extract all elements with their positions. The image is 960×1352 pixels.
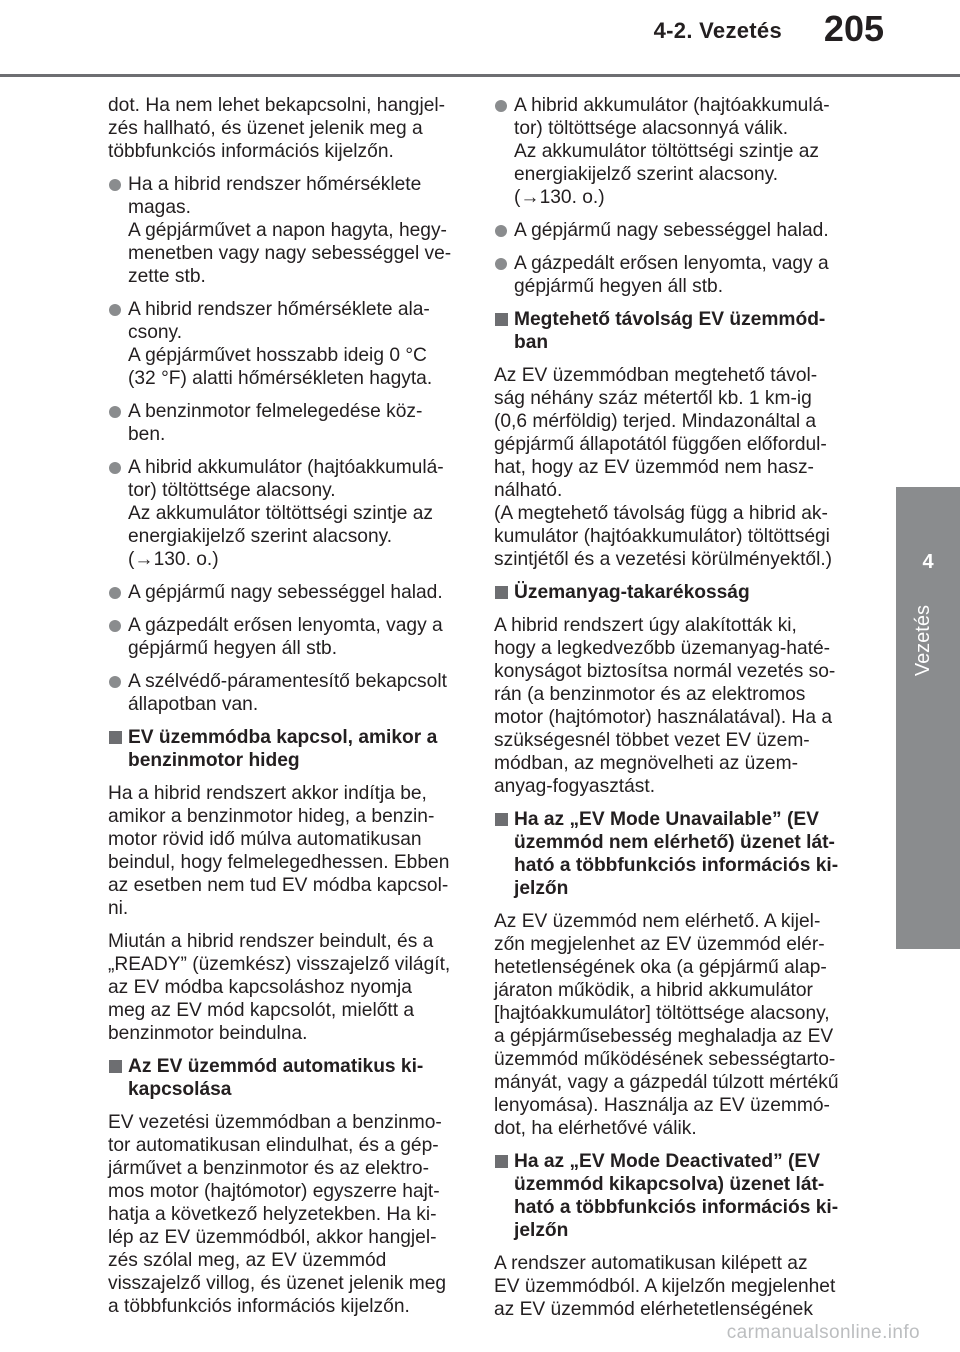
right-column <box>494 94 850 1331</box>
heading-text: Az EV üzemmód automatikus ki- kapcsolása <box>128 1056 424 1100</box>
bullet-item <box>108 614 464 660</box>
paragraph: A hibrid rendszert úgy alakították ki, hogy a legkedvezőbb üzemanyag-haté- konyságot biztosítsa normál vezetés so- rán (a benzinmotor és az elektromos motor (hajtómotor) használatával). Ha a szükségesnél többet vezet EV üzem- módban, az megnövelheti az üzem- anyag-fogyasztást. <box>494 615 836 797</box>
bullet-dot-icon <box>495 225 507 237</box>
bullet-dot-icon <box>109 304 121 316</box>
bullet-dot-icon <box>109 587 121 599</box>
heading-text: EV üzemmódba kapcsol, amikor a benzinmotor hideg <box>128 727 438 771</box>
bullet-text: Ha a hibrid rendszer hőmérséklete magas. A gépjárművet a napon hagyta, hegy- menetben vagy nagy sebességgel ve- zette stb. <box>128 174 452 287</box>
bullet-item <box>494 252 850 298</box>
bullet-dot-icon <box>109 620 121 632</box>
paragraph: EV vezetési üzemmódban a benzinmo- tor automatikusan elindulhat, és a gép- járművet a benzinmotor és az elektro- mos motor (hajtómotor) egyszerre hajt- hatja a következő helyzetekben. Ha ki- lép az EV üzemmódból, akkor hangjel- zés szólal meg, az EV üzemmód visszajelző villog, és üzenet jelenik meg a többfunkciós információs kijelzőn. <box>108 1112 447 1317</box>
page-number: 205 <box>823 8 884 49</box>
heading-text: Ha az „EV Mode Unavailable” (EV üzemmód nem elérhető) üzenet lát- ható a többfunkciós információs ki- jelzőn <box>514 809 839 899</box>
left-column <box>108 94 464 1328</box>
bullet-dot-icon <box>109 406 121 418</box>
heading-text: Megtehető távolság EV üzemmód- ban <box>514 309 826 353</box>
bullet-dot-icon <box>109 676 121 688</box>
square-bullet-icon <box>495 586 508 599</box>
bullet-dot-icon <box>495 100 507 112</box>
bullet-text: A gázpedált erősen lenyomta, vagy a gépjármű hegyen áll stb. <box>514 253 829 297</box>
bullet-dot-icon <box>495 258 507 270</box>
square-bullet-icon <box>495 813 508 826</box>
bullet-item <box>494 219 850 242</box>
heading-text: Ha az „EV Mode Deactivated” (EV üzemmód kikapcsolva) üzenet lát- ható a többfunkciós információs ki- jelzőn <box>514 1151 839 1241</box>
bullet-text: A gépjármű nagy sebességgel halad. <box>128 582 443 603</box>
paragraph: Ha a hibrid rendszert akkor indítja be, amikor a benzinmotor hideg, a benzin- motor rövid idő múlva automatikusan beindul, hogy felmelegedhessen. Ebben az esetben nem tud EV módba kapcsol- ni. <box>108 783 450 919</box>
bullet-item <box>108 456 464 571</box>
bullet-text: A szélvédő-páramentesítő bekapcsolt állapotban van. <box>128 671 447 715</box>
bullet-dot-icon <box>109 462 121 474</box>
bullet-text: A hibrid akkumulátor (hajtóakkumulá- tor) töltöttsége alacsonnyá válik. Az akkumulátor töltöttségi szintje az energiakijelző szerint alacsony. (→130. o.) <box>514 95 830 208</box>
chapter-number: 4 <box>922 551 934 573</box>
page-header <box>0 0 960 76</box>
chapter-label: Vezetés <box>912 605 934 677</box>
heading-text: Üzemanyag-takarékosság <box>514 582 750 603</box>
paragraph: Az EV üzemmód nem elérhető. A kijel- zőn megjelenhet az EV üzemmód elér- hetetlenségének oka (a gépjármű alap- járaton működik, a hibrid akkumulátor [hajtóakkumulátor] töltöttsége alacsony, a gépjárműsebesség meghaladja az EV üzemmód működésének sebességtarto- mányát, vagy a gázpedál túlzott mértékű lenyomása). Használja az EV üzemmó- dot, ha elérhetővé válik. <box>494 911 839 1139</box>
bullet-text: A gázpedált erősen lenyomta, vagy a gépjármű hegyen áll stb. <box>128 615 443 659</box>
watermark: carmanualsonline.info <box>726 1322 920 1343</box>
header-divider <box>0 74 960 77</box>
section-heading <box>494 308 850 354</box>
bullet-text: A benzinmotor felmelegedése köz- ben. <box>128 401 423 445</box>
paragraph: Az EV üzemmódban megtehető távol- ság néhány száz métertől kb. 1 km-ig (0,6 mérföldig) terjed. Mindazonáltal a gépjármű állapotától függően előfordul- hat, hogy az EV üzemmód nem hasz- nálható. (A megtehető távolság függ a hibrid ak- kumulátor (hajtóakkumulátor) töltöttségi szintjétől és a vezetési körülményektől.) <box>494 365 833 570</box>
bullet-dot-icon <box>109 179 121 191</box>
bullet-text: A gépjármű nagy sebességgel halad. <box>514 220 829 241</box>
bullet-item <box>108 670 464 716</box>
bullet-item <box>494 94 850 209</box>
bullet-text: A hibrid akkumulátor (hajtóakkumulá- tor) töltöttsége alacsony. Az akkumulátor töltöttségi szintje az energiakijelző szerint alacsony. (→130. o.) <box>128 457 444 570</box>
bullet-item <box>108 400 464 446</box>
bullet-text: A hibrid rendszer hőmérséklete ala- csony. A gépjárművet hosszabb ideig 0 °C (32 °F) alatti hőmérsékleten hagyta. <box>128 299 433 389</box>
paragraph: Miután a hibrid rendszer beindult, és a „READY” (üzemkész) visszajelző világít, az EV módba kapcsoláshoz nyomja meg az EV mód kapcsolót, mielőtt a benzinmotor beindulna. <box>108 931 451 1044</box>
section-heading <box>108 1055 464 1101</box>
square-bullet-icon <box>495 1155 508 1168</box>
bullet-item <box>108 581 464 604</box>
section-heading <box>108 726 464 772</box>
section-heading <box>494 808 850 900</box>
square-bullet-icon <box>495 313 508 326</box>
section-heading <box>494 581 850 604</box>
bullet-item <box>108 298 464 390</box>
section-heading <box>494 1150 850 1242</box>
square-bullet-icon <box>109 731 122 744</box>
bullet-item <box>108 173 464 288</box>
section-title: 4-2. Vezetés <box>653 18 782 43</box>
paragraph: A rendszer automatikusan kilépett az EV üzemmódból. A kijelzőn megjelenhet az EV üzemmód elérhetetlenségének <box>494 1253 836 1320</box>
chapter-side-tab <box>896 487 960 949</box>
square-bullet-icon <box>109 1060 122 1073</box>
paragraph: dot. Ha nem lehet bekapcsolni, hangjel- zés hallható, és üzenet jelenik meg a többfunkciós információs kijelzőn. <box>108 95 446 162</box>
